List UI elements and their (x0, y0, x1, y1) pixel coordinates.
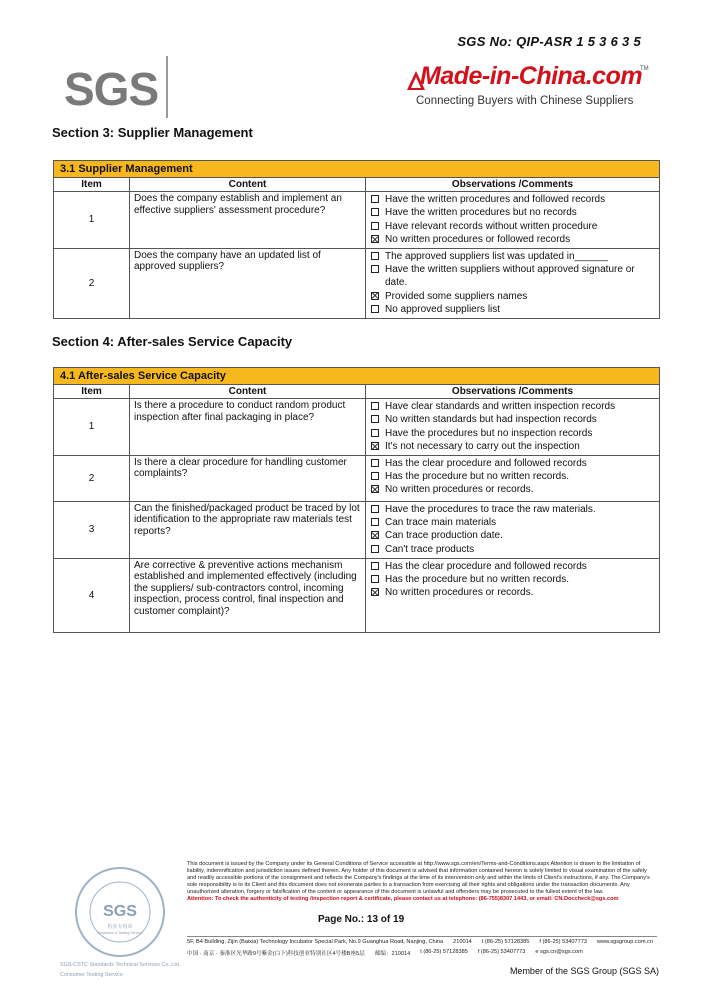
col-content: Content (130, 385, 366, 399)
observation-option (370, 233, 655, 246)
observations (366, 248, 660, 318)
unchecked-box-icon (371, 505, 379, 513)
observation-option (370, 427, 655, 440)
address-en (187, 939, 663, 945)
table-title: 3.1 Supplier Management (54, 161, 660, 178)
question-text: Does the company establish and implement an effective suppliers' assessment procedure? (130, 192, 366, 249)
sgs-seal-stamp (58, 858, 182, 982)
section4-title: Section 4: After-sales Service Capacity (52, 334, 293, 349)
sgs-logo (62, 62, 170, 115)
option-label: Has the procedure but no written records. (385, 471, 569, 483)
unchecked-box-icon (371, 545, 379, 553)
observation-option (370, 529, 655, 542)
seal-sub: 检验专用章 (107, 924, 133, 930)
unchecked-box-icon (371, 195, 379, 203)
observation-option (370, 470, 655, 483)
unchecked-box-icon (371, 402, 379, 410)
seal-text: SGS (103, 903, 137, 920)
authenticity-notice: Attention: To check the authenticity of testing /inspection report & certificate, please contact us at telephone: (86-755)8307 1443, or email: CN.Doccheck@sgs.com (187, 895, 619, 902)
option-label: No written standards but had inspection records (385, 414, 597, 426)
item-number: 2 (54, 248, 130, 318)
option-label: Have relevant records without written procedure (385, 220, 598, 232)
page-number: Page No.: 13 of 19 (318, 914, 405, 925)
table-row (54, 455, 660, 501)
unchecked-box-icon (371, 472, 379, 480)
unchecked-box-icon (371, 305, 379, 313)
observations (366, 455, 660, 501)
option-label: No written procedures or records. (385, 587, 534, 599)
disclaimer-text: This document is issued by the Company under its General Conditions of Service accessible at http://www.sgs.com/en/Terms-and-Conditions.aspx Attention is drawn to the limitation of liability, indemnification and jurisdiction issues defined therein. Any holder of this document is advised that information contained hereon is solely limited to visual examination of the safely and readily accessible portions of the consignment and reflects the Company's findings at the time of its intervention only and within the limits of Client's instructions, if any. The Company's sole responsibility is to its Client and this document does not exonerate parties to a transaction from exercising all their rights and obligations under the transaction documents. Any unauthorized alteration, forgery or falsification of the content or appearance of this document is unlawful and offenders may be prosecuted to the fullest extent of the law. (187, 861, 650, 895)
observation-option (370, 413, 655, 426)
option-label: Have the written suppliers without approved signature or date. (385, 264, 635, 289)
option-label: Can trace main materials (385, 517, 497, 529)
observations (366, 558, 660, 632)
question-text: Does the company have an updated list of approved suppliers? (130, 248, 366, 318)
address-cn (187, 949, 593, 957)
option-label: Can't trace products (385, 543, 475, 555)
observation-option (370, 573, 655, 586)
unchecked-box-icon (371, 252, 379, 260)
observation-option (370, 503, 655, 516)
option-label: No written procedures or followed records (385, 234, 571, 246)
option-label: Has the clear procedure and followed records (385, 457, 587, 469)
col-item: Item (54, 178, 130, 192)
checked-box-icon (371, 485, 379, 493)
option-label: Has the clear procedure and followed records (385, 560, 587, 572)
question-text: Is there a clear procedure for handling customer complaints? (130, 455, 366, 501)
col-observations: Observations /Comments (366, 178, 660, 192)
addr-en-zip: 210014 (453, 939, 472, 945)
option-label: No written procedures or records. (385, 484, 534, 496)
option-label: Can trace production date. (385, 530, 503, 542)
observation-option (370, 543, 655, 556)
mic-tagline: Connecting Buyers with Chinese Suppliers (416, 95, 634, 107)
option-label: Have the procedures but no inspection records (385, 427, 593, 439)
unchecked-box-icon (371, 562, 379, 570)
option-label: No approved suppliers list (385, 304, 501, 316)
question-text: Are corrective & preventive actions mechanism established and implemented effectively (including the suppliers/ sub-contractors control, incoming inspection, process control, final inspection and customer complaint)? (130, 558, 366, 632)
checked-box-icon (371, 442, 379, 450)
made-in-china-logo (402, 62, 652, 116)
question-text: Is there a procedure to conduct random product inspection after final packaging in place? (130, 399, 366, 456)
option-label: It's not necessary to carry out the inspection (385, 441, 580, 453)
addr-cn-zip: 邮编：210014 (374, 951, 411, 957)
observation-option (370, 303, 655, 316)
unchecked-box-icon (371, 415, 379, 423)
seal-company2: Consumer Testing Service (60, 972, 123, 978)
item-number: 4 (54, 558, 130, 632)
unchecked-box-icon (371, 222, 379, 230)
addr-cn-fax: f (86-25) 53407773 (477, 949, 526, 955)
option-label: Has the procedure but no written records. (385, 574, 569, 586)
table-row (54, 399, 660, 456)
unchecked-box-icon (371, 518, 379, 526)
observation-option (370, 193, 655, 206)
table-title: 4.1 After-sales Service Capacity (54, 368, 660, 385)
observation-option (370, 250, 655, 263)
supplier-management-table (53, 160, 660, 319)
unchecked-box-icon (371, 265, 379, 273)
unchecked-box-icon (371, 459, 379, 467)
observation-option (370, 516, 655, 529)
addr-en-text: 5F, B4 Building, Zijin (Baixia) Technology Incubator Special Park, No.9 Guanghua Road, Nanjing, China (187, 939, 444, 945)
observation-option (370, 440, 655, 453)
checked-box-icon (371, 292, 379, 300)
unchecked-box-icon (371, 429, 379, 437)
observation-option (370, 483, 655, 496)
col-observations: Observations /Comments (366, 385, 660, 399)
sgs-member-note: Member of the SGS Group (SGS SA) (509, 966, 659, 976)
item-number: 2 (54, 455, 130, 501)
after-sales-table (53, 367, 660, 633)
option-label: Have the procedures to trace the raw materials. (385, 503, 596, 515)
observation-option (370, 220, 655, 233)
addr-cn-tel: t (86-25) 57128385 (420, 949, 468, 955)
sgs-logo-bar (166, 56, 168, 118)
mic-brand: Made-in-China.com (420, 62, 643, 90)
observation-option (370, 400, 655, 413)
item-number: 3 (54, 501, 130, 558)
observations (366, 501, 660, 558)
observations (366, 399, 660, 456)
option-label: Provided some suppliers names (385, 290, 528, 302)
option-label: Have clear standards and written inspection records (385, 401, 616, 412)
item-number: 1 (54, 192, 130, 249)
table-row (54, 501, 660, 558)
addr-en-web: www.sgsgroup.com.cn (596, 939, 653, 945)
checked-box-icon (371, 235, 379, 243)
question-text: Can the finished/packaged product be traced by lot identification to the appropriate raw materials test reports? (130, 501, 366, 558)
observation-option (370, 263, 655, 290)
checked-box-icon (371, 531, 379, 539)
seal-sub-en: Inspection & Testing Service (98, 931, 142, 935)
observation-option (370, 206, 655, 219)
observation-option (370, 290, 655, 303)
footer-disclaimer (187, 861, 657, 902)
option-label: Have the written procedures but no records (385, 207, 577, 219)
addr-cn-text: 中国 · 南京 · 秦淮区光华路9号紫金(白下)科技创业特别社区4号楼B座5层 (187, 951, 365, 957)
observation-option (370, 560, 655, 573)
unchecked-box-icon (371, 208, 379, 216)
observations (366, 192, 660, 249)
table-row (54, 558, 660, 632)
option-label: Have the written procedures and followed records (385, 194, 606, 205)
sgs-logo-text: SGS (64, 63, 159, 115)
seal-company: SGS-CSTC Standards Technical Services Co.,Ltd. (60, 962, 181, 968)
addr-en-fax: f (86-25) 53407773 (539, 939, 587, 945)
observation-option (370, 457, 655, 470)
observation-option (370, 586, 655, 599)
col-content: Content (130, 178, 366, 192)
mic-tm: TM (640, 66, 649, 72)
option-label: The approved suppliers list was updated in______ (385, 250, 608, 262)
table-row (54, 192, 660, 249)
col-item: Item (54, 385, 130, 399)
addr-cn-mail: e sgs.cn@sgs.com (535, 949, 583, 955)
section3-title: Section 3: Supplier Management (52, 125, 253, 140)
footer-divider (187, 936, 657, 937)
item-number: 1 (54, 399, 130, 456)
unchecked-box-icon (371, 575, 379, 583)
addr-en-tel: t (86-25) 57128385 (481, 939, 530, 945)
sgs-report-number: SGS No: QIP-ASR 1 5 3 6 3 5 (457, 34, 641, 49)
checked-box-icon (371, 588, 379, 596)
table-row (54, 248, 660, 318)
